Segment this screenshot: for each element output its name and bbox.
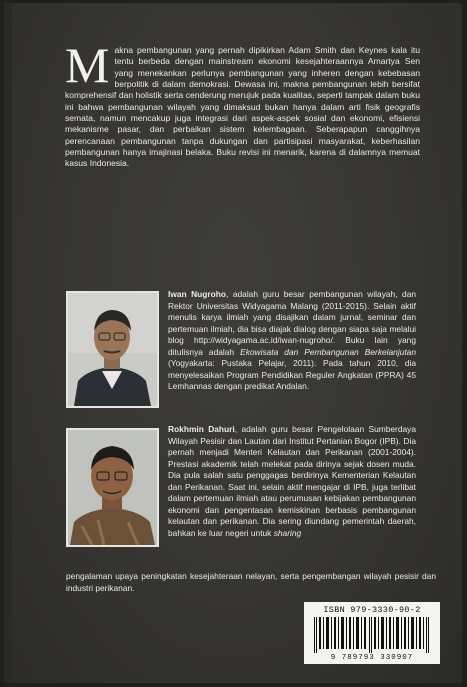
cover-spine-edge	[4, 3, 12, 683]
portrait-image	[68, 293, 157, 406]
isbn-number: 9 789793 330907	[330, 654, 414, 662]
portrait-image	[68, 430, 157, 545]
sharing-word: sharing	[273, 527, 302, 538]
synopsis-text: akna pembangunan yang pernah dipikirkan Adam Smith dan Keynes kala itu tentu berbeda dengan mainstream ekonomi kesejahteraannya Amartya Sen yang menekankan perlunya pembangunan yang inheren dengan kebebasan berpolitik di dalam demokrasi. Dewasa ini, makna pembangunan lebih bersifat komprehensif dan holistik serta cenderung merujuk pada kualitas, seperti tampak dalam buku ini bahwa pembangunan wilayah yang dimaksud bukan hanya dalam arti fisik geografis semata, namun mencakup juga integrasi dari aspek-aspek sosial dan ekonomi, efisiensi mekanisme pasar, dan perbaikan sistem kelembagaan. Seberapapun canggihnya perencanaan pembangunan tanpa dukungan dan partisipasi masyarakat, keberhasilan pembangunan hanya imajinasi belaka. Buku revisi ini menarik, karena di dalamnya memuat kasus Indonesia.	[65, 45, 420, 169]
author-photo-rokhmin-dahuri	[66, 428, 159, 547]
author-bio-iwan-nugroho	[168, 289, 416, 393]
synopsis-paragraph	[65, 37, 420, 170]
author-bio-rokhmin-dahuri	[168, 424, 416, 539]
author-photo-iwan-nugroho	[66, 291, 159, 408]
author-bio-text-a: , adalah guru besar pembangunan wilayah, dan Rektor Universitas Widyagama Malang (2011-2015). Selain aktif menulis karya ilmiah yang disajikan dalam jurnal, seminar dan pertemuan ilmiah, dia bisa diajak dialog dengan siapa saja melalui blog http://widyagama.ac.id/iwan-nugroho/. Buku lain yang ditulisnya adalah	[168, 289, 417, 357]
barcode-bars	[312, 617, 432, 653]
book-back-cover	[4, 3, 462, 683]
isbn-barcode	[304, 602, 440, 664]
author-bio-rokhmin-dahuri-continued	[66, 571, 436, 594]
drop-cap: M	[65, 37, 110, 93]
author-bio-text-b: pengalaman upaya peningkatan kesejahteraan nelayan, serta pengembangan wilayah pesisir dan industri perikanan.	[66, 571, 436, 593]
book-title: Ekowisata dan Pembangunan Berkelanjutan	[240, 346, 417, 357]
author-bio-text-a: , adalah guru besar Pengelolaan Sumberdaya Wilayah Pesisir dan Lautan dari Institut Pertanian Bogor (IPB). Dia pernah menjadi Menteri Kelautan dan Perikanan (2001-2004). Prestasi akademik telah melekat pada dirinya sejak dosen muda. Dia pula salah satu penggagas berdirinya Kementerian Kelautan dan Perikanan. Saat ini, selain aktif mengajar di IPB, juga terlibat dalam pertemuan ilmiah atau perumusan kebijakan pembangunan ekonomi dan pengentasan kemiskinan berbasis pembangunan kelautan dan perikanan. Dia sering diundang pemerintah daerah, bahkan ke luar negeri untuk	[168, 424, 416, 538]
author-bio-text-b: (Yogyakarta: Pustaka Pelajar, 2011). Pada tahun 2010, dia menyelesaikan Program Pendidikan Reguler Angkatan (PPRA) 45 Lemhannas dengan predikat Andalan.	[168, 358, 416, 391]
author-name: Rokhmin Dahuri	[168, 424, 235, 434]
author-name: Iwan Nugroho	[168, 289, 227, 299]
isbn-label: ISBN 979-3330-90-2	[323, 605, 421, 615]
